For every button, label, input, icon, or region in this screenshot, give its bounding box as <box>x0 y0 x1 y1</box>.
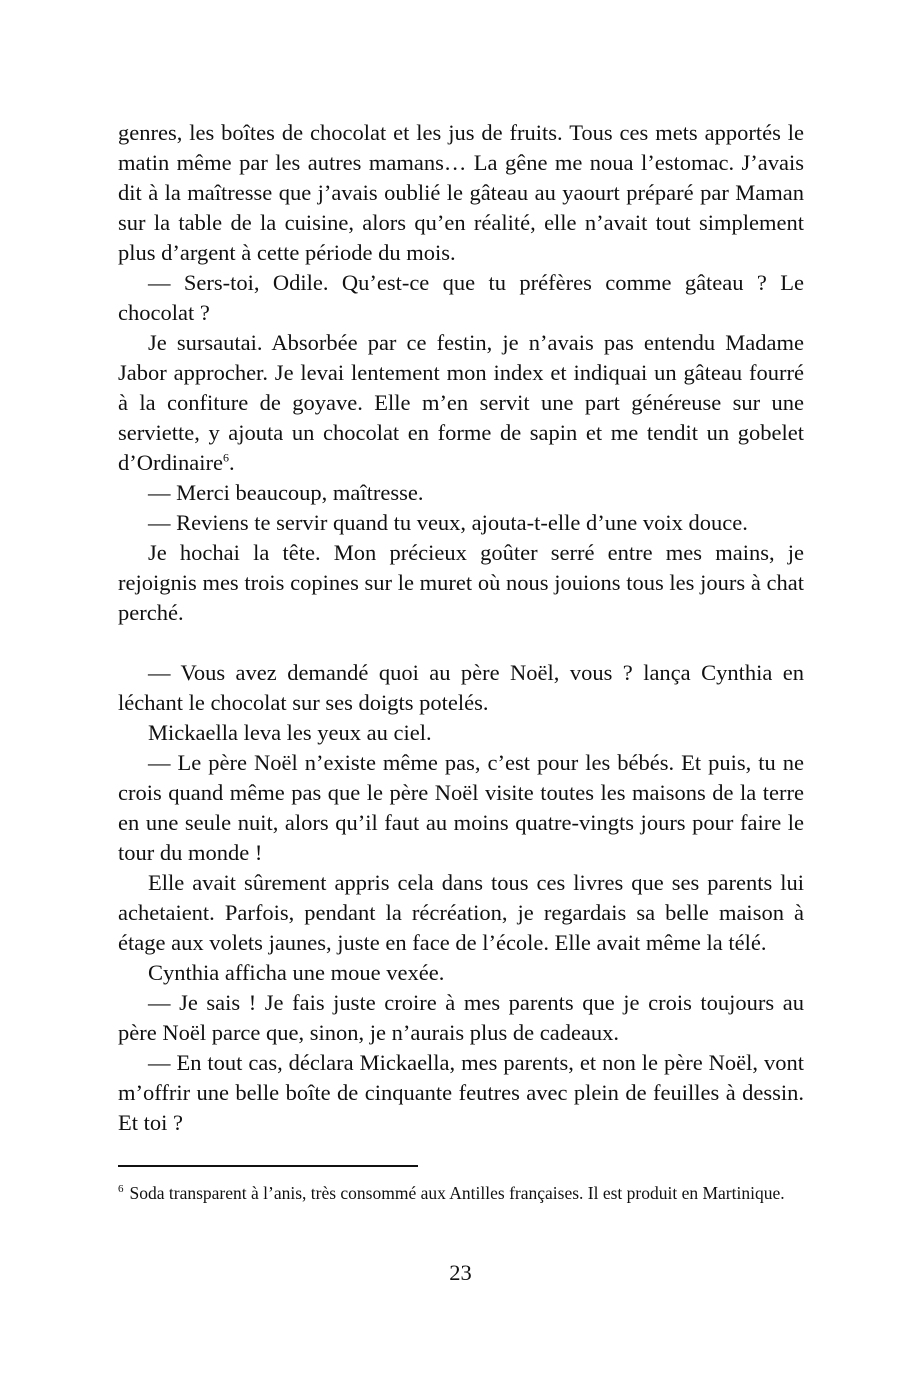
paragraph: — Le père Noël n’existe même pas, c’est pour les bébés. Et puis, tu ne crois quand même pas que le père Noël visite toutes les maisons de la terre en une seule nuit, alors qu’il faut au moins quatre-vingts jours pour faire le tour du monde ! <box>118 750 804 865</box>
footnote-separator <box>118 1165 418 1167</box>
paragraph: genres, les boîtes de chocolat et les jus de fruits. Tous ces mets apportés le matin même par les autres mamans… La gêne me noua l’estomac. J’avais dit à la maîtresse que j’avais oublié le gâteau au yaourt préparé par Maman sur la table de la cuisine, alors qu’en réalité, elle n’avait tout simplement plus d’argent à cette période du mois. <box>118 120 804 265</box>
paragraph: — Merci beaucoup, maîtresse. <box>148 480 424 505</box>
paragraph: — En tout cas, déclara Mickaella, mes parents, et non le père Noël, vont m’offrir une belle boîte de cinquante feutres avec plein de feuilles à dessin. Et toi ? <box>118 1050 804 1135</box>
footnote <box>118 1180 804 1206</box>
paragraph: Cynthia afficha une moue vexée. <box>148 960 445 985</box>
paragraph: — Reviens te servir quand tu veux, ajouta-t-elle d’une voix douce. <box>148 510 748 535</box>
paragraph: Elle avait sûrement appris cela dans tous ces livres que ses parents lui achetaient. Parfois, pendant la récréation, je regardais sa belle maison à étage aux volets jaunes, juste en face de l’école. Elle avait même la télé. <box>118 870 804 955</box>
paragraph: Je hochai la tête. Mon précieux goûter serré entre mes mains, je rejoignis mes trois copines sur le muret où nous jouions tous les jours à chat perché. <box>118 540 804 625</box>
footnote-reference[interactable]: 6 <box>222 450 229 465</box>
footnote-number: 6 <box>118 1183 124 1196</box>
paragraph-end-punctuation: . <box>228 450 235 475</box>
scene-break <box>118 628 804 658</box>
paragraph: — Sers-toi, Odile. Qu’est-ce que tu préfères comme gâteau ? Le chocolat ? <box>118 270 804 325</box>
paragraph: Mickaella leva les yeux au ciel. <box>148 720 432 745</box>
paragraph: — Je sais ! Je fais juste croire à mes parents que je crois toujours au père Noël parce que, sinon, je n’aurais plus de cadeaux. <box>118 990 804 1045</box>
paragraph <box>118 328 804 478</box>
footnote-text: Soda transparent à l’anis, très consommé aux Antilles françaises. Il est produit en Martinique. <box>129 1183 785 1203</box>
paragraph: — Vous avez demandé quoi au père Noël, vous ? lança Cynthia en léchant le chocolat sur ses doigts potelés. <box>118 660 804 715</box>
paragraph-text: Je sursautai. Absorbée par ce festin, je n’avais pas entendu Madame Jabor approcher. Je levai lentement mon index et indiquai un gâteau fourré à la confiture de goyave. Elle m’en servit une part généreuse sur une serviette, y ajouta un chocolat en forme de sapin et me tendit un gobelet d’Ordinaire <box>118 330 804 475</box>
main-text <box>118 118 804 1138</box>
page-body <box>118 118 804 1138</box>
page-number: 23 <box>449 1260 472 1285</box>
